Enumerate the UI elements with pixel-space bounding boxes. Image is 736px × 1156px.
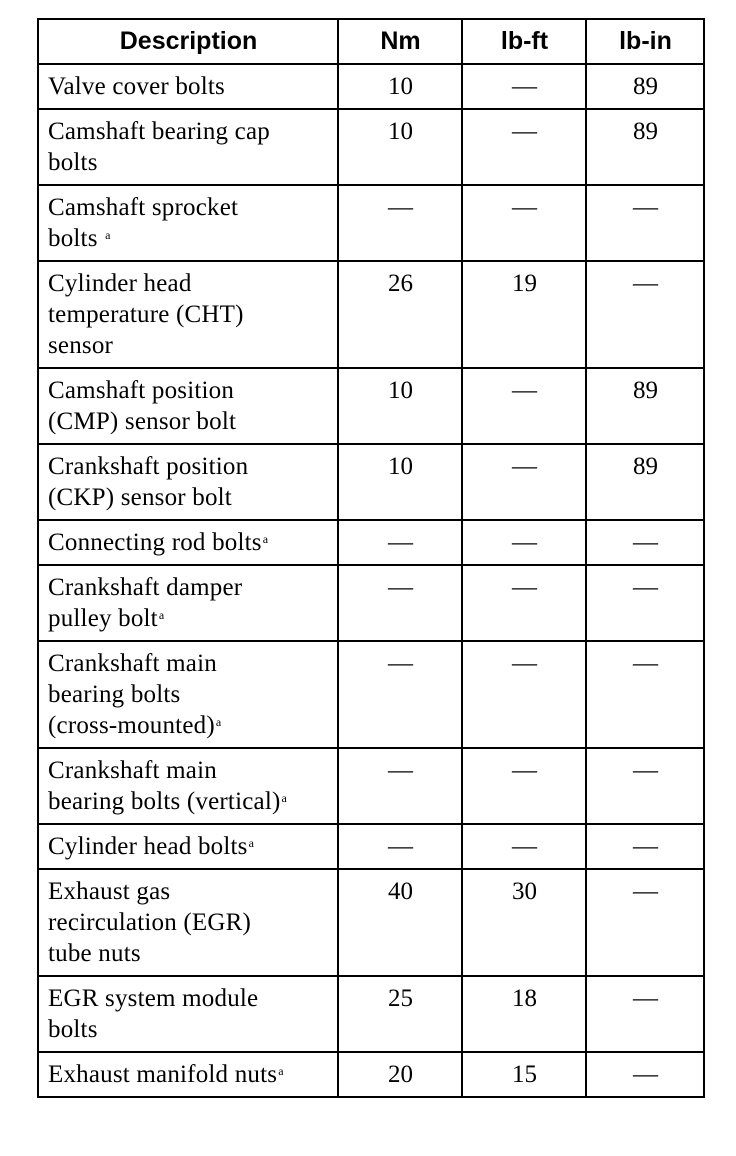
description-text: Connecting rod bolts <box>48 529 262 556</box>
table-row <box>38 565 704 641</box>
description-line <box>48 710 329 741</box>
description-line <box>48 299 329 330</box>
lbin-cell: — <box>586 641 704 748</box>
description-text: (cross-mounted) <box>48 712 215 739</box>
nm-cell: 10 <box>338 64 462 109</box>
description-text: bolts <box>48 225 105 252</box>
lbft-cell: — <box>462 368 586 444</box>
description-line <box>48 603 329 634</box>
header-description: Description <box>38 19 338 64</box>
lbft-cell: — <box>462 109 586 185</box>
footnote-marker: a <box>215 715 222 729</box>
header-lbin: lb-in <box>586 19 704 64</box>
description-cell <box>38 64 338 109</box>
description-line <box>48 876 329 907</box>
lbin-cell: — <box>586 520 704 565</box>
table-row <box>38 520 704 565</box>
description-text: bearing bolts (vertical) <box>48 788 281 815</box>
table-row <box>38 869 704 976</box>
description-cell <box>38 748 338 824</box>
table-row <box>38 1052 704 1097</box>
torque-spec-table <box>37 18 705 1098</box>
description-cell <box>38 641 338 748</box>
table-row <box>38 641 704 748</box>
description-text: Camshaft bearing cap <box>48 118 270 145</box>
description-text: Valve cover bolts <box>48 73 225 100</box>
nm-cell: 20 <box>338 1052 462 1097</box>
description-text: Crankshaft damper <box>48 574 243 601</box>
description-text: Cylinder head bolts <box>48 833 248 860</box>
table-body <box>38 64 704 1097</box>
description-cell <box>38 565 338 641</box>
header-lbft: lb-ft <box>462 19 586 64</box>
description-text: bolts <box>48 1016 98 1043</box>
nm-cell: — <box>338 824 462 869</box>
lbft-cell: — <box>462 520 586 565</box>
lbin-cell: — <box>586 565 704 641</box>
description-line <box>48 527 329 558</box>
table-row <box>38 109 704 185</box>
table-row <box>38 64 704 109</box>
table-row <box>38 976 704 1052</box>
nm-cell: 10 <box>338 109 462 185</box>
description-line <box>48 572 329 603</box>
description-line <box>48 451 329 482</box>
lbin-cell: — <box>586 185 704 261</box>
table-row <box>38 368 704 444</box>
description-line <box>48 679 329 710</box>
footnote-marker: a <box>278 1064 284 1078</box>
lbin-cell: — <box>586 748 704 824</box>
footnote-marker: a <box>105 228 111 242</box>
lbft-cell: — <box>462 565 586 641</box>
description-line <box>48 147 329 178</box>
description-text: Camshaft position <box>48 377 235 404</box>
description-cell <box>38 976 338 1052</box>
lbin-cell: — <box>586 261 704 368</box>
description-line <box>48 831 329 862</box>
lbft-cell: 30 <box>462 869 586 976</box>
description-text: Crankshaft position <box>48 453 249 480</box>
nm-cell: 25 <box>338 976 462 1052</box>
description-line <box>48 648 329 679</box>
footnote-marker: a <box>248 836 255 850</box>
table-row <box>38 261 704 368</box>
description-text: Exhaust gas <box>48 878 171 905</box>
description-text: (CMP) sensor bolt <box>48 408 237 435</box>
description-cell <box>38 520 338 565</box>
description-text: pulley bolt <box>48 605 158 632</box>
lbft-cell: 15 <box>462 1052 586 1097</box>
nm-cell: — <box>338 520 462 565</box>
lbft-cell: — <box>462 641 586 748</box>
lbin-cell: — <box>586 976 704 1052</box>
lbin-cell: — <box>586 1052 704 1097</box>
description-line <box>48 223 329 254</box>
footnote-marker: a <box>262 532 269 546</box>
description-line <box>48 482 329 513</box>
lbft-cell: — <box>462 185 586 261</box>
nm-cell: 40 <box>338 869 462 976</box>
description-line <box>48 786 329 817</box>
description-text: Crankshaft main <box>48 757 217 784</box>
description-text: (CKP) sensor bolt <box>48 484 232 511</box>
lbft-cell: — <box>462 444 586 520</box>
description-cell <box>38 261 338 368</box>
description-cell <box>38 824 338 869</box>
lbft-cell: — <box>462 824 586 869</box>
description-text: recirculation (EGR) <box>48 909 252 936</box>
description-line <box>48 116 329 147</box>
description-line <box>48 375 329 406</box>
description-text: Exhaust manifold nuts <box>48 1061 278 1088</box>
description-line <box>48 192 329 223</box>
description-text: bearing bolts <box>48 681 181 708</box>
description-text: Crankshaft main <box>48 650 217 677</box>
nm-cell: 10 <box>338 444 462 520</box>
table-row <box>38 185 704 261</box>
header-row <box>38 19 704 64</box>
description-text: temperature (CHT) <box>48 301 244 328</box>
description-line <box>48 907 329 938</box>
lbin-cell: 89 <box>586 109 704 185</box>
lbin-cell: — <box>586 824 704 869</box>
nm-cell: 26 <box>338 261 462 368</box>
lbft-cell: 18 <box>462 976 586 1052</box>
description-text: sensor <box>48 332 114 359</box>
description-text: bolts <box>48 149 98 176</box>
description-cell <box>38 1052 338 1097</box>
description-cell <box>38 368 338 444</box>
description-text: Camshaft sprocket <box>48 194 239 221</box>
table-row <box>38 824 704 869</box>
description-text: Cylinder head <box>48 270 192 297</box>
description-line <box>48 406 329 437</box>
description-line <box>48 983 329 1014</box>
nm-cell: — <box>338 641 462 748</box>
lbft-cell: 19 <box>462 261 586 368</box>
lbft-cell: — <box>462 748 586 824</box>
description-line <box>48 755 329 786</box>
lbin-cell: 89 <box>586 64 704 109</box>
table-row <box>38 748 704 824</box>
description-text: tube nuts <box>48 940 141 967</box>
footnote-marker: a <box>281 791 288 805</box>
lbin-cell: 89 <box>586 444 704 520</box>
nm-cell: — <box>338 748 462 824</box>
nm-cell: — <box>338 565 462 641</box>
table-row <box>38 444 704 520</box>
description-line <box>48 268 329 299</box>
description-cell <box>38 109 338 185</box>
description-cell <box>38 185 338 261</box>
lbft-cell: — <box>462 64 586 109</box>
nm-cell: 10 <box>338 368 462 444</box>
description-line <box>48 71 329 102</box>
description-line <box>48 938 329 969</box>
description-cell <box>38 869 338 976</box>
description-cell <box>38 444 338 520</box>
nm-cell: — <box>338 185 462 261</box>
table-header <box>38 19 704 64</box>
description-line <box>48 330 329 361</box>
lbin-cell: — <box>586 869 704 976</box>
description-line <box>48 1059 329 1090</box>
footnote-marker: a <box>158 608 165 622</box>
header-nm: Nm <box>338 19 462 64</box>
description-text: EGR system module <box>48 985 259 1012</box>
description-line <box>48 1014 329 1045</box>
lbin-cell: 89 <box>586 368 704 444</box>
